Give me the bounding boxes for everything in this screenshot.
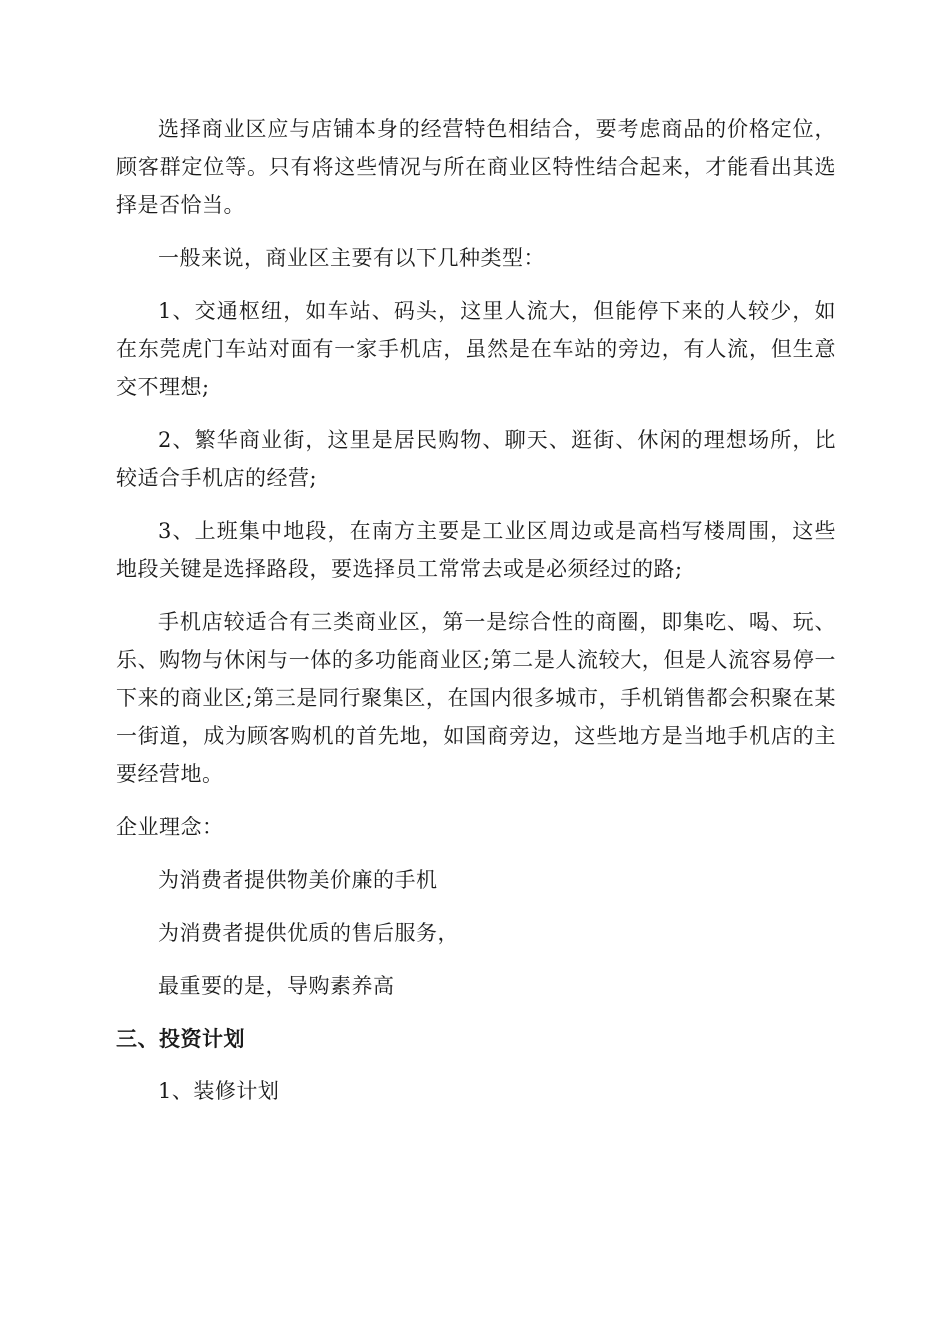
paragraph-philosophy-item-2: 为消费者提供优质的售后服务， — [158, 921, 459, 945]
paragraph-district-types-intro: 一般来说，商业区主要有以下几种类型： — [158, 246, 545, 270]
document-page — [116, 110, 836, 1125]
paragraph-type-transport-hub: 1、交通枢纽，如车站、码头，这里人流大，但能停下来的人较少，如在东莞虎门车站对面有一家手机店，虽然是在车站的旁边，有人流，但生意交不理想; — [116, 299, 836, 399]
paragraph-location-selection: 选择商业区应与店铺本身的经营特色相结合，要考虑商品的价格定位，顾客群定位等。只有将这些情况与所在商业区特性结合起来，才能看出其选择是否恰当。 — [116, 117, 836, 217]
paragraph-philosophy-label: 企业理念： — [116, 815, 224, 839]
subsection-renovation-plan: 1、装修计划 — [158, 1079, 280, 1103]
paragraph-type-office-area: 3、上班集中地段，在南方主要是工业区周边或是高档写楼周围，这些地段关键是选择路段，要选择员工常常去或是必须经过的路; — [116, 519, 836, 581]
section-heading-investment-plan: 三、投资计划 — [116, 1027, 245, 1051]
paragraph-suitable-districts: 手机店较适合有三类商业区，第一是综合性的商圈，即集吃、喝、玩、乐、购物与休闲与一体的多功能商业区;第二是人流较大，但是人流容易停一下来的商业区;第三是同行聚集区，在国内很多城市，手机销售都会积聚在某一街道，成为顾客购机的首先地，如国商旁边，这些地方是当地手机店的主要经营地。 — [116, 610, 836, 786]
paragraph-philosophy-item-1: 为消费者提供物美价廉的手机 — [158, 868, 438, 892]
paragraph-philosophy-item-3: 最重要的是，导购素养高 — [158, 974, 395, 998]
paragraph-type-commercial-street: 2、繁华商业街，这里是居民购物、聊天、逛街、休闲的理想场所，比较适合手机店的经营; — [116, 428, 836, 490]
